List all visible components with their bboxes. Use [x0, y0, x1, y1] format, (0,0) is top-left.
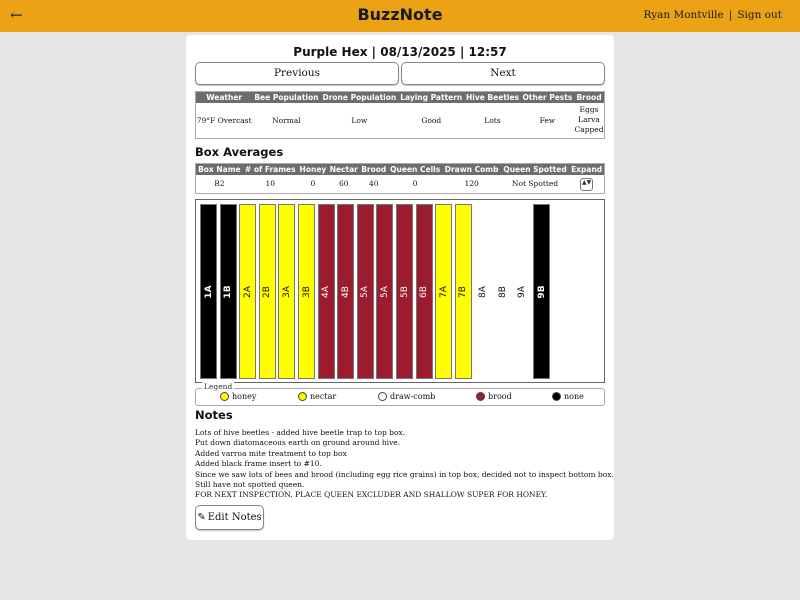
frame-label: 9B [536, 284, 547, 299]
legend-label: none [564, 392, 584, 401]
sign-out-link[interactable]: Sign out [737, 9, 782, 21]
col-brood: Brood [361, 164, 387, 174]
legend-title: Legend [204, 382, 233, 391]
pencil-icon: ✎ [197, 512, 206, 523]
user-name: Ryan Montville [643, 9, 724, 21]
frame-nectar[interactable] [298, 204, 315, 379]
weather-value: 79°F Overcast [196, 115, 252, 125]
legend [195, 382, 605, 406]
note-line: Put down diatomaceous earth on ground around hive. [195, 438, 401, 448]
col-box-name: Box Name [196, 164, 243, 175]
col-queen-spotted: Queen Spotted [501, 164, 569, 175]
user-separator: | [728, 9, 733, 21]
frame-draw-comb[interactable] [494, 204, 511, 379]
note-line: Since we saw lots of bees and brood (including egg rice grains) in top box, decided not to inspect bottom box. [195, 469, 614, 479]
note-line: Added black frame insert to #10. [195, 459, 322, 469]
honey-value: 0 [310, 179, 316, 189]
frame-label: 5A [360, 285, 371, 298]
hive-beetles-value: Lots [484, 115, 501, 125]
observations-table [195, 91, 605, 139]
expand-cell [569, 175, 604, 194]
frame-draw-comb[interactable] [514, 204, 531, 379]
col-expand: Expand [569, 164, 604, 175]
frame-label: 7B [458, 285, 469, 298]
frame-label: 6B [419, 285, 430, 298]
queen-spotted-value: Not Spotted [511, 179, 559, 189]
legend-item-nectar [298, 392, 336, 401]
frame-draw-comb[interactable] [474, 204, 491, 379]
num-frames-value: 10 [265, 179, 276, 189]
brood-capped: Capped [574, 125, 604, 135]
nectar-value: 60 [339, 179, 349, 189]
note-line: Added varroa mite treatment to top box [195, 448, 347, 458]
drawn-comb-value: 120 [464, 179, 479, 189]
frame-label: 3A [281, 285, 292, 298]
frame-label: 1A [203, 284, 214, 299]
legend-item-brood [476, 392, 512, 401]
frame-brood[interactable] [376, 204, 393, 379]
col-hive-beetles: Hive Beetles [465, 92, 519, 102]
col-queen-cells: Queen Cells [388, 164, 443, 175]
col-drone-population: Drone Population [320, 92, 398, 103]
honey-dot-icon [220, 392, 229, 401]
frame-brood[interactable] [416, 204, 433, 379]
frame-label: 9A [517, 285, 528, 298]
inspection-heading: Purple Hex | 08/13/2025 | 12:57 [293, 45, 507, 59]
brood-eggs: Eggs [579, 105, 599, 115]
frame-nectar[interactable] [278, 204, 295, 379]
frame-brood[interactable] [337, 204, 354, 379]
frame-none[interactable] [200, 204, 217, 379]
brood-value [574, 103, 604, 139]
drone-population-value: Low [351, 115, 368, 125]
legend-label: nectar [310, 392, 337, 401]
frame-label: 7A [438, 285, 449, 298]
frame-brood[interactable] [357, 204, 374, 379]
brood-dot-icon [476, 392, 485, 401]
frame-label: 5A [379, 285, 390, 298]
edit-notes-label: Edit Notes [207, 512, 262, 523]
legend-label: brood [488, 392, 512, 401]
draw-comb-dot-icon [378, 392, 387, 401]
col-weather: Weather [196, 92, 253, 103]
frame-label: 2B [262, 285, 273, 298]
frame-label: 4B [340, 285, 351, 298]
frame-nectar[interactable] [259, 204, 276, 379]
frame-diagram [195, 199, 605, 383]
col-drawn-comb: Drawn Comb [442, 164, 500, 175]
table-row [196, 103, 605, 139]
app-title: BuzzNote [357, 5, 443, 24]
frame-label: 1B [223, 284, 234, 299]
frame-none[interactable] [533, 204, 550, 379]
note-line: Still have not spotted queen. [195, 480, 305, 490]
brood-larva: Larva [578, 115, 600, 125]
queen-cells-value: 0 [412, 179, 418, 189]
notes-title: Notes [195, 408, 233, 422]
col-honey: Honey [299, 164, 327, 174]
frame-nectar[interactable] [455, 204, 472, 379]
notes-body [195, 428, 614, 501]
expand-toggle-icon[interactable]: ▲▼ [580, 178, 593, 191]
box-name-value: B2 [214, 179, 225, 189]
legend-label: honey [232, 392, 257, 401]
frame-nectar[interactable] [435, 204, 452, 379]
frame-brood[interactable] [318, 204, 335, 379]
laying-pattern-value: Good [421, 115, 442, 125]
legend-label: draw-comb [390, 392, 436, 401]
back-arrow-icon[interactable]: ← [10, 6, 23, 24]
brood-avg-value: 40 [368, 179, 379, 189]
col-brood: Brood [574, 92, 604, 103]
frame-label: 4A [321, 285, 332, 298]
edit-notes-button[interactable] [195, 505, 264, 530]
previous-button[interactable]: Previous [195, 62, 399, 85]
col-num-frames: # of Frames [243, 164, 298, 175]
box-averages-table [195, 163, 605, 194]
frame-label: 2A [242, 285, 253, 298]
other-pests-value: Few [539, 115, 556, 125]
next-button[interactable]: Next [401, 62, 605, 85]
legend-item-draw-comb [378, 392, 435, 401]
frame-label: 8B [497, 285, 508, 298]
col-nectar: Nectar [329, 164, 358, 174]
col-bee-population: Bee Population [254, 92, 319, 102]
box-averages-title: Box Averages [195, 145, 284, 159]
table-row [196, 175, 605, 194]
user-area [643, 9, 782, 21]
frame-label: 5B [399, 285, 410, 298]
bee-population-value: Normal [272, 115, 301, 125]
note-line: FOR NEXT INSPECTION, PLACE QUEEN EXCLUDER AND SHALLOW SUPER FOR HONEY. [195, 490, 548, 500]
none-dot-icon [552, 392, 561, 401]
top-app-bar [0, 0, 800, 32]
legend-item-none [552, 392, 584, 401]
frame-none[interactable] [220, 204, 237, 379]
legend-item-honey [220, 392, 256, 401]
inspection-card [186, 35, 614, 540]
frame-brood[interactable] [396, 204, 413, 379]
frame-label: 8A [477, 285, 488, 298]
note-line: Lots of hive beetles - added hive beetle trap to top box. [195, 428, 406, 437]
frame-label: 3B [301, 285, 312, 298]
nectar-dot-icon [298, 392, 307, 401]
frame-nectar[interactable] [239, 204, 256, 379]
col-laying-pattern: Laying Pattern [400, 92, 463, 102]
col-other-pests: Other Pests [522, 92, 573, 102]
